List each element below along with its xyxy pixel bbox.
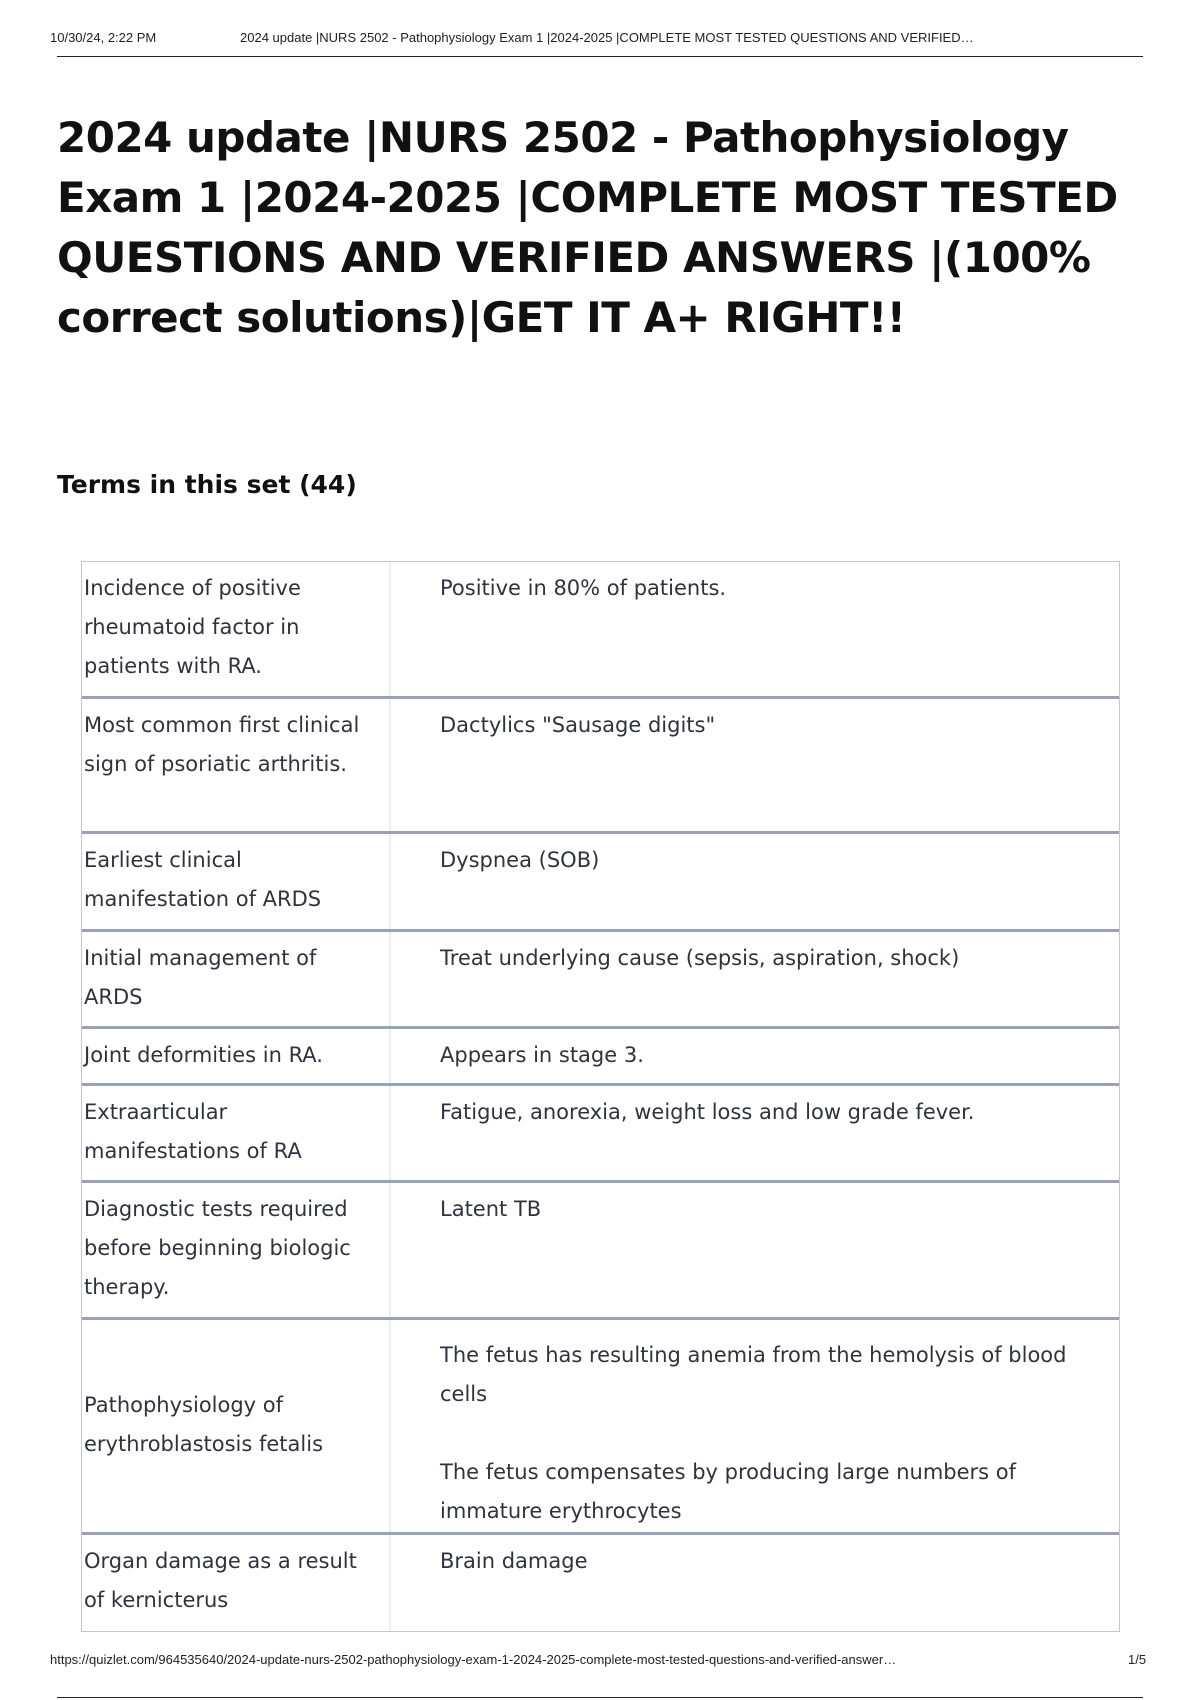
term-text: Pathophysiology of erythroblastosis fetalis: [82, 1320, 391, 1532]
print-date: 10/30/24, 2:22 PM: [50, 30, 157, 45]
definition-text: Latent TB: [440, 1197, 542, 1221]
term-text: Organ damage as a result of kernicterus: [82, 1535, 391, 1631]
term-row: [82, 1183, 1119, 1320]
term-row: [82, 1086, 1119, 1183]
print-header-title: 2024 update |NURS 2502 - Pathophysiology Exam 1 |2024-2025 |COMPLETE MOST TESTED QUESTIONS AND VERIFIED…: [240, 30, 974, 45]
term-text: Extraarticular manifestations of RA: [82, 1086, 391, 1180]
term-row: [82, 834, 1119, 932]
definition-cell: [391, 1029, 1119, 1083]
definition-text: Dactylics "Sausage digits": [440, 713, 716, 737]
term-text: Diagnostic tests required before beginning biologic therapy.: [82, 1183, 391, 1317]
footer-divider: [57, 1697, 1143, 1698]
term-row: [82, 1320, 1119, 1535]
definition-text: Dyspnea (SOB): [440, 848, 600, 872]
print-page-number: 1/5: [1128, 1652, 1147, 1667]
definition-text: Fatigue, anorexia, weight loss and low grade fever.: [440, 1100, 975, 1124]
term-text: Earliest clinical manifestation of ARDS: [82, 834, 391, 929]
definition-cell: [391, 932, 1119, 1026]
definition-text: Appears in stage 3.: [440, 1043, 644, 1067]
definition-text: The fetus has resulting anemia from the hemolysis of blood cells: [440, 1343, 1067, 1406]
definition-cell: [391, 1086, 1119, 1180]
term-row: [82, 932, 1119, 1029]
terms-table: [81, 561, 1120, 1632]
term-row: [82, 699, 1119, 834]
terms-count-heading: Terms in this set (44): [57, 470, 357, 499]
term-text: Joint deformities in RA.: [82, 1029, 391, 1083]
definition-text: Positive in 80% of patients.: [440, 576, 727, 600]
definition-cell: [391, 834, 1119, 929]
header-divider: [57, 56, 1143, 57]
term-row: [82, 562, 1119, 699]
term-row: [82, 1029, 1119, 1086]
definition-cell: [391, 562, 1119, 696]
term-text: Incidence of positive rheumatoid factor in patients with RA.: [82, 562, 391, 696]
definition-text: The fetus compensates by producing large numbers of immature erythrocytes: [440, 1460, 1017, 1523]
definition-cell: [391, 1535, 1119, 1631]
term-text: Most common first clinical sign of psoriatic arthritis.: [82, 699, 391, 831]
definition-cell: [391, 1183, 1119, 1317]
term-row: [82, 1535, 1119, 1631]
term-text: Initial management of ARDS: [82, 932, 391, 1026]
print-footer-url: https://quizlet.com/964535640/2024-update-nurs-2502-pathophysiology-exam-1-2024-2025-complete-most-tested-questions-and-verified-answer…: [50, 1652, 897, 1667]
definition-cell: [391, 699, 1119, 831]
definition-cell: [391, 1320, 1119, 1532]
page-title: 2024 update |NURS 2502 - Pathophysiology Exam 1 |2024-2025 |COMPLETE MOST TESTED QUESTIONS AND VERIFIED ANSWERS |(100% correct solutions)|GET IT A+ RIGHT!!: [57, 113, 1118, 342]
definition-text: Brain damage: [440, 1549, 588, 1573]
definition-text: Treat underlying cause (sepsis, aspiration, shock): [440, 946, 960, 970]
print-header: [0, 0, 1200, 60]
